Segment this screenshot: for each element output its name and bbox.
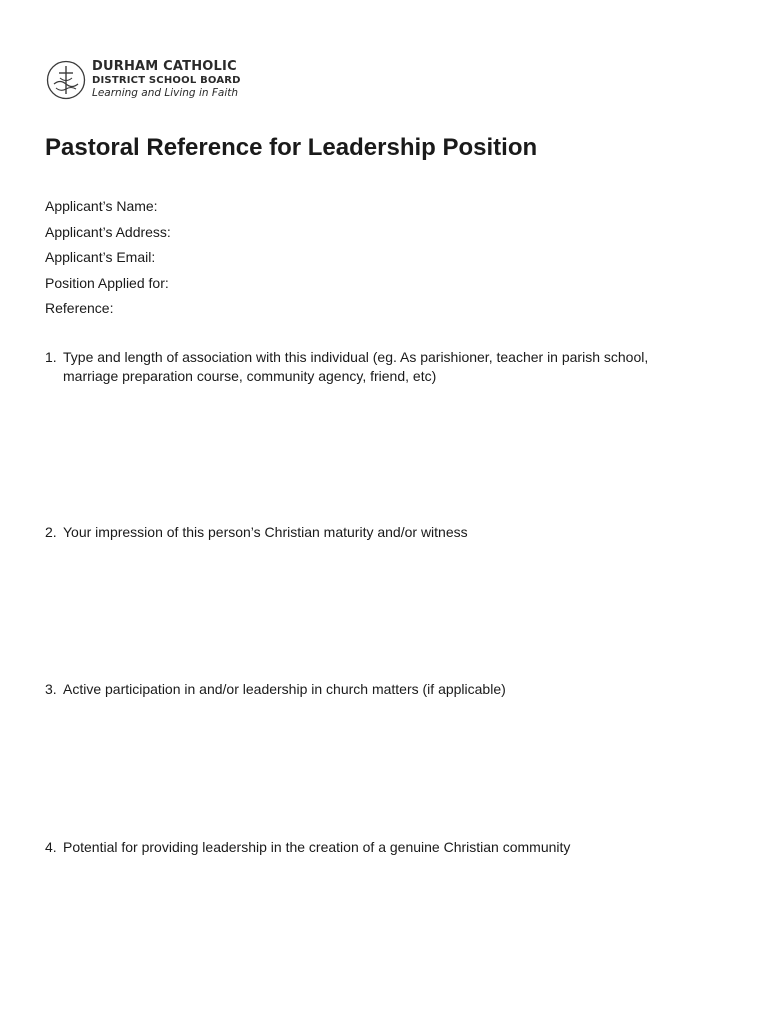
question-number: 2.: [45, 524, 57, 540]
question-3: [45, 680, 685, 699]
field-position-applied: Position Applied for:: [45, 274, 169, 291]
question-2: [45, 523, 685, 542]
question-text: Active participation in and/or leadership in church matters (if applicable): [63, 681, 506, 697]
logo-board-name: DURHAM CATHOLIC: [92, 59, 237, 75]
board-logo: [46, 60, 241, 100]
field-applicant-name: Applicant’s Name:: [45, 198, 158, 214]
question-number: 4.: [45, 839, 57, 855]
question-text: Type and length of association with this individual (eg. As parishioner, teacher in parish school, marriage preparation course, community agency, friend, etc): [63, 349, 649, 384]
applicant-fields: [45, 196, 171, 324]
logo-board-subtitle: DISTRICT SCHOOL BOARD: [92, 75, 241, 87]
question-1: [45, 348, 685, 386]
page-title: Pastoral Reference for Leadership Position: [45, 134, 538, 161]
logo-tagline: Learning and Living in Faith: [92, 87, 239, 100]
question-text: Your impression of this person’s Christian maturity and/or witness: [63, 524, 468, 540]
question-number: 3.: [45, 681, 57, 697]
cross-circle-emblem-icon: [46, 60, 86, 100]
field-applicant-email: Applicant’s Email:: [45, 249, 156, 265]
field-reference: Reference:: [45, 300, 114, 316]
question-text: Potential for providing leadership in the creation of a genuine Christian community: [63, 839, 571, 855]
field-applicant-address: Applicant’s Address:: [45, 223, 171, 240]
question-number: 1.: [45, 349, 57, 365]
question-4: [45, 838, 685, 857]
